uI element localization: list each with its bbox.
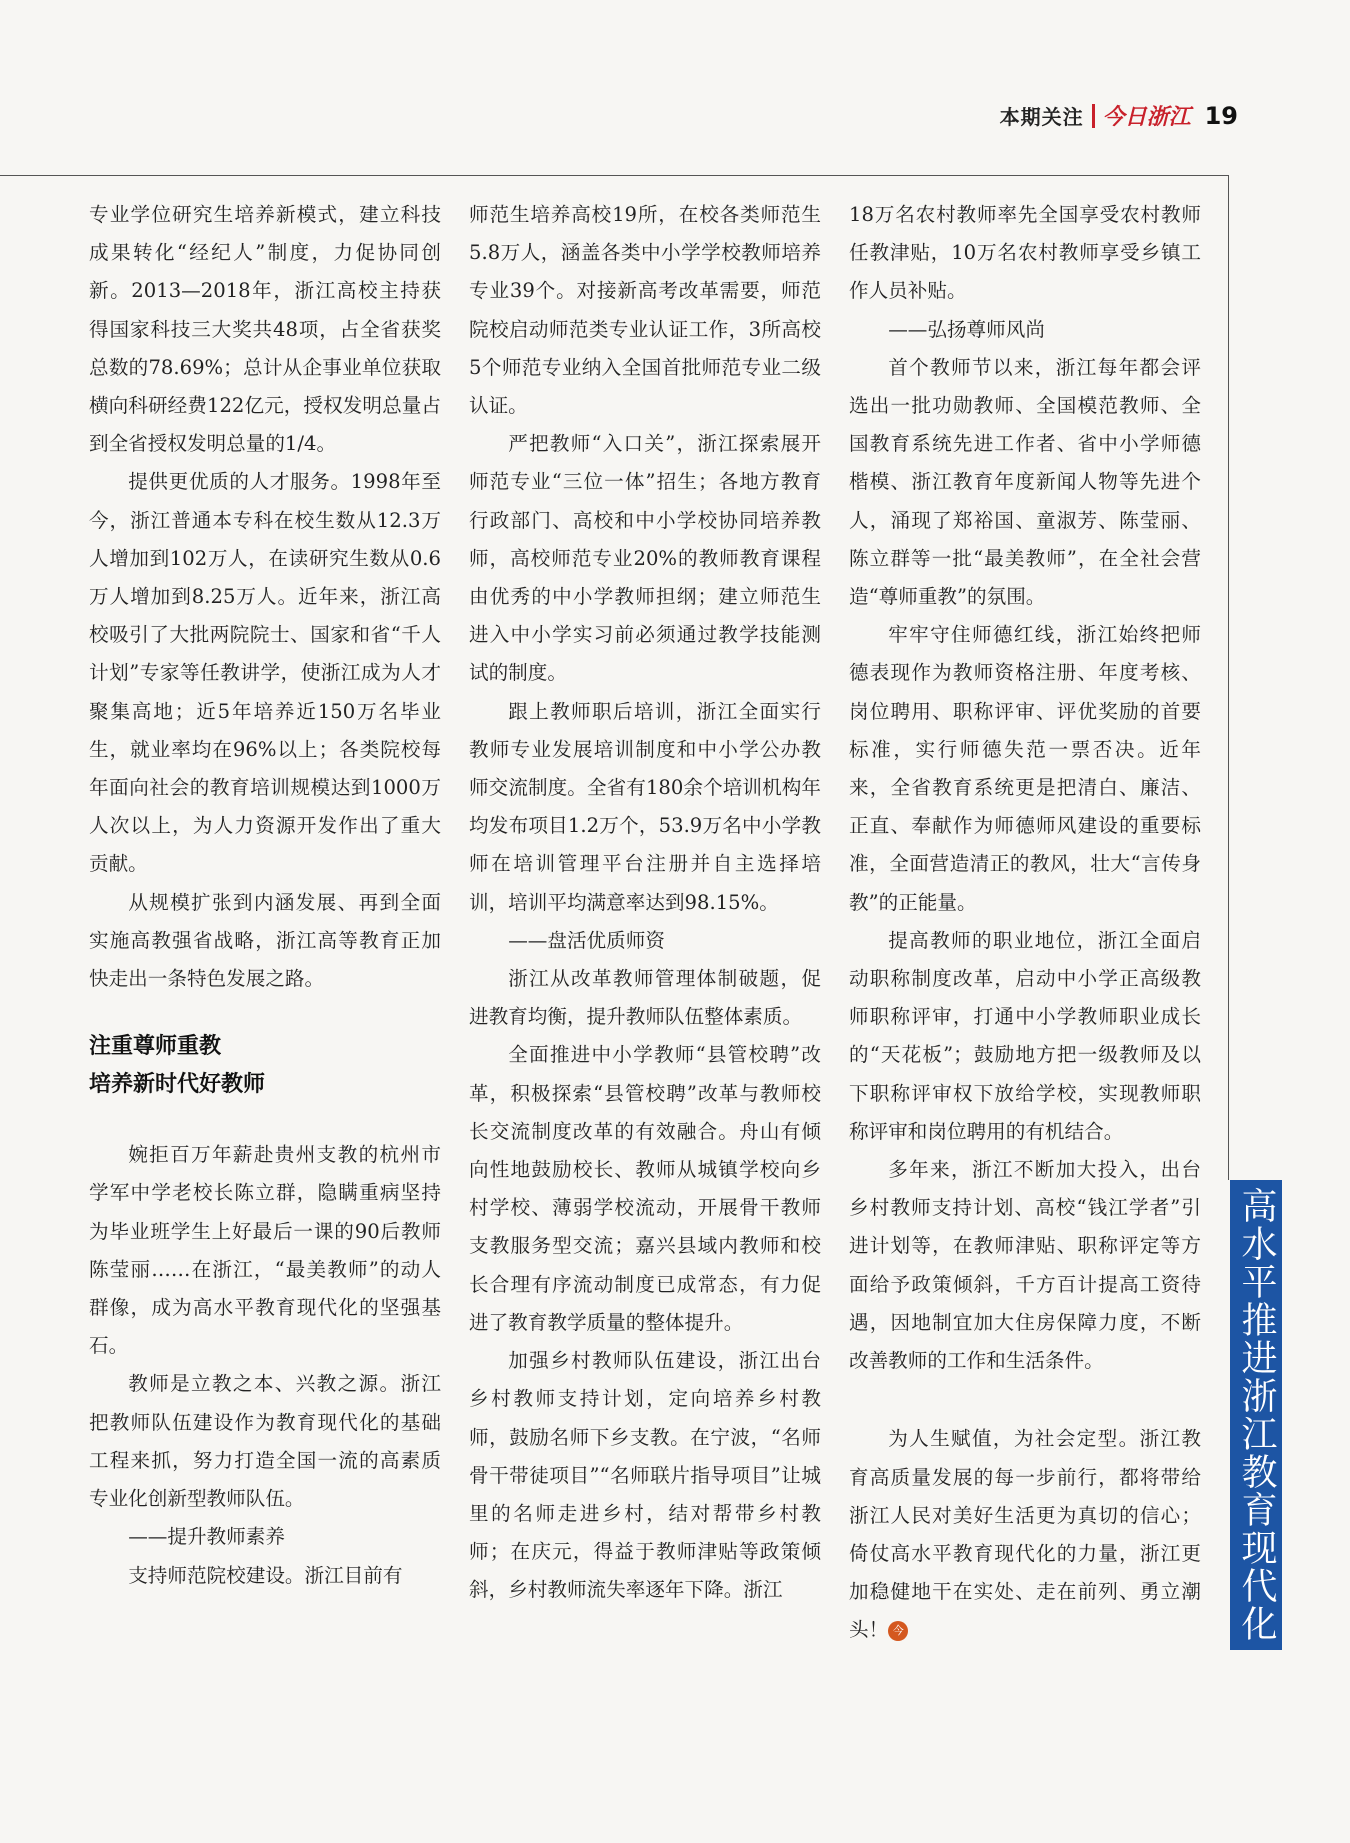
- paragraph: 严把教师“入口关”，浙江探索展开师范专业“三位一体”招生；各地方教育行政部门、高校和中小学校协同培养教师，高校师范专业20%的教师教育课程由优秀的中小学教师担纲；建立师范生进入中小学实习前必须通过教学技能测试的制度。: [469, 432, 821, 685]
- paragraph: 师范生培养高校19所，在校各类师范生5.8万人，涵盖各类中小学学校教师培养专业39个。对接新高考改革需要，师范院校启动师范类专业认证工作，3所高校5个师范专业纳入全国首批师范专业二级认证。: [469, 203, 821, 418]
- paragraph: 专业学位研究生培养新模式，建立科技成果转化“经纪人”制度，力促协同创新。2013—2018年，浙江高校主持获得国家科技三大奖共48项，占全省获奖总数的78.69%；总计从企事业单位获取横向科研经费122亿元，授权发明总量占到全省授权发明总量的1/4。: [89, 203, 441, 456]
- closing-paragraph: [849, 1420, 1201, 1649]
- page-header: [1000, 100, 1238, 131]
- section-heading: 培养新时代好教师: [89, 1072, 266, 1098]
- paragraph: 提供更优质的人才服务。1998年至今，浙江普通本专科在校生数从12.3万人增加到102万人，在读研究生数从0.6万人增加到8.25万人。近年来，浙江高校吸引了大批两院院士、国家和省“千人计划”专家等任教讲学，使浙江成为人才聚集高地；近5年培养近150万名毕业生，就业率均在96%以上；各类院校每年面向社会的教育培训规模达到1000万人次以上，为人力资源开发作出了重大贡献。: [89, 470, 441, 876]
- paragraph: 全面推进中小学教师“县管校聘”改革，积极探索“县管校聘”改革与教师校长交流制度改革的有效融合。舟山有倾向性地鼓励校长、教师从城镇学校向乡村学校、薄弱学校流动，开展骨干教师支教服务型交流；嘉兴县域内教师和校长合理有序流动制度已成常态，有力促进了教育教学质量的整体提升。: [469, 1043, 821, 1334]
- frame-right-rule: [1228, 175, 1229, 1180]
- article-column-1: [89, 196, 441, 1595]
- paragraph: 从规模扩张到内涵发展、再到全面实施高教强省战略，浙江高等教育正加快走出一条特色发展之路。: [89, 890, 441, 991]
- subsection-heading: ——提升教师素养: [128, 1525, 285, 1549]
- section-heading: 注重尊师重教: [89, 1034, 222, 1060]
- paragraph: 牢牢守住师德红线，浙江始终把师德表现作为教师资格注册、年度考核、岗位聘用、职称评审、评优奖励的首要标准，实行师德失范一票否决。近年来，全省教育系统更是把清白、廉洁、正直、奉献作为师德师风建设的重要标准，全面营造清正的教风，壮大“言传身教”的正能量。: [849, 623, 1201, 914]
- frame-top-rule: [0, 175, 1228, 176]
- section-label: 本期关注: [999, 105, 1084, 129]
- closing-text: 为人生赋值，为社会定型。浙江教育高质量发展的每一步前行，都将带给浙江人民对美好生活更为真切的信心；倚仗高水平教育现代化的力量，浙江更加稳健地干在实处、走在前列、勇立潮头！: [849, 1427, 1201, 1642]
- paragraph: 加强乡村教师队伍建设，浙江出台乡村教师支持计划，定向培养乡村教师，鼓励名师下乡支教。在宁波，“名师骨干带徒项目”“名师联片指导项目”让城里的名师走进乡村，结对帮带乡村教师；在庆元，得益于教师津贴等政策倾斜，乡村教师流失率逐年下降。浙江: [469, 1349, 821, 1602]
- paragraph: 支持师范院校建设。浙江目前有: [128, 1563, 403, 1587]
- sidebar-tab: [1230, 1180, 1282, 1650]
- paragraph: 婉拒百万年薪赴贵州支教的杭州市学军中学老校长陈立群，隐瞒重病坚持为毕业班学生上好最后一课的90后教师陈莹丽……在浙江，“最美教师”的动人群像，成为高水平教育现代化的坚强基石。: [89, 1143, 441, 1358]
- paragraph: 跟上教师职后培训，浙江全面实行教师专业发展培训制度和中小学公办教师交流制度。全省有180余个培训机构年均发布项目1.2万个，53.9万名中小学教师在培训管理平台注册并自主选择培训，培训平均满意率达到98.15%。: [469, 699, 821, 914]
- paragraph: 教师是立教之本、兴教之源。浙江把教师队伍建设作为教育现代化的基础工程来抓，努力打造全国一流的高素质专业化创新型教师队伍。: [89, 1372, 441, 1511]
- paragraph: 多年来，浙江不断加大投入，出台乡村教师支持计划、高校“钱江学者”引进计划等，在教师津贴、职称评定等方面给予政策倾斜，千方百计提高工资待遇，因地制宜加大住房保障力度，不断改善教师的工作和生活条件。: [849, 1158, 1201, 1373]
- page-number: 19: [1204, 101, 1238, 130]
- sidebar-title: 高水平推进浙江教育现代化: [1236, 1187, 1277, 1643]
- magazine-logo: 今日浙江: [1102, 105, 1191, 130]
- header-divider: [1092, 104, 1095, 128]
- paragraph: 18万名农村教师率先全国享受农村教师任教津贴，10万名农村教师享受乡镇工作人员补贴。: [849, 203, 1201, 303]
- subsection-heading: ——弘扬尊师风尚: [888, 317, 1045, 341]
- paragraph: 首个教师节以来，浙江每年都会评选出一批功勋教师、全国模范教师、全国教育系统先进工作者、省中小学师德楷模、浙江教育年度新闻人物等先进个人，涌现了郑裕国、童淑芳、陈莹丽、陈立群等一批“最美教师”，在全社会营造“尊师重教”的氛围。: [849, 355, 1201, 609]
- paragraph: 浙江从改革教师管理体制破题，促进教育均衡，提升教师队伍整体素质。: [469, 967, 821, 1029]
- end-mark-icon: 今: [888, 1621, 908, 1641]
- article-column-3: [849, 196, 1201, 1650]
- paragraph: 提高教师的职业地位，浙江全面启动职称制度改革，启动中小学正高级教师职称评审，打通中小学教师职业成长的“天花板”；鼓励地方把一级教师及以下职称评审权下放给学校，实现教师职称评审和岗位聘用的有机结合。: [849, 928, 1201, 1143]
- subsection-heading: ——盘活优质师资: [508, 928, 665, 952]
- article-column-2: [469, 196, 821, 1610]
